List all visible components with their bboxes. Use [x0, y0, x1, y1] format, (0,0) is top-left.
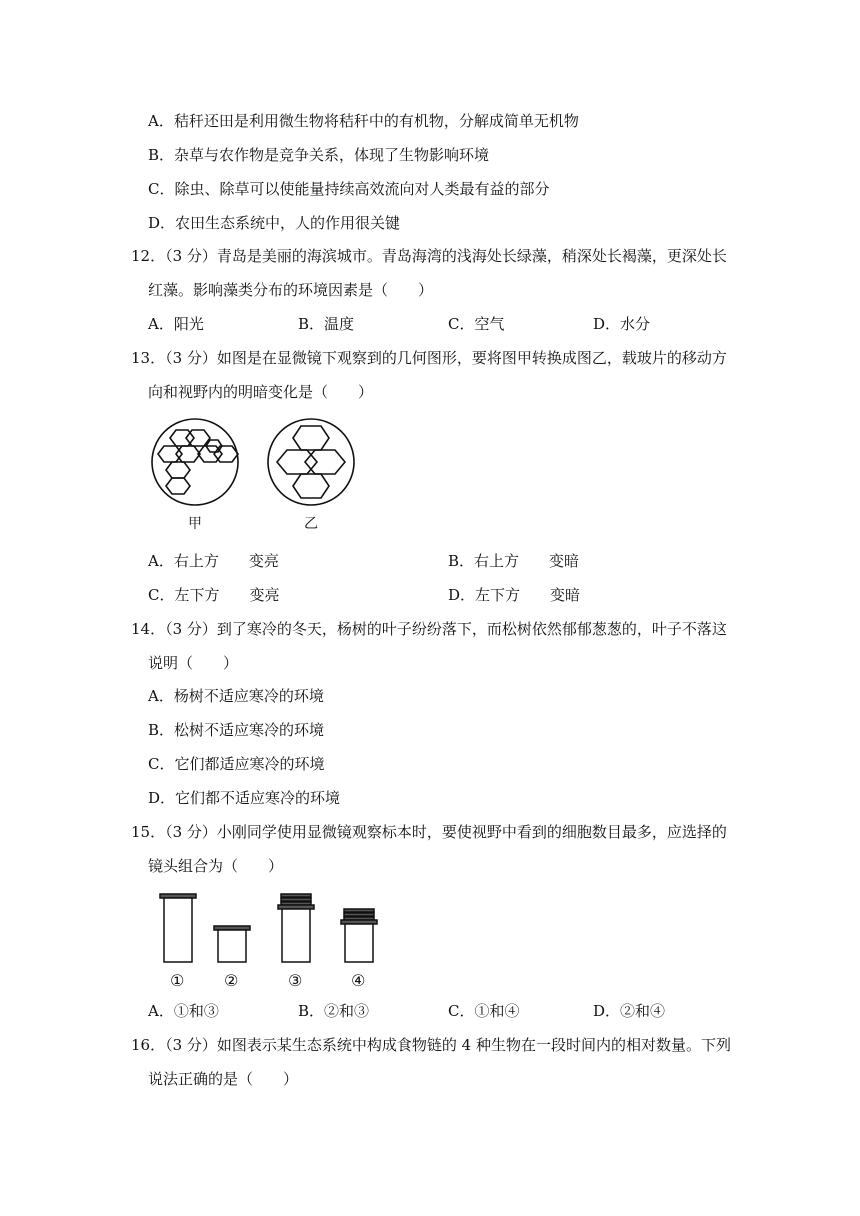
q13-stem-line1: 13．（3 分）如图是在显微镜下观察到的几何图形，要将图甲转换成图乙，载玻片的移动方	[131, 349, 727, 367]
lens-1-icon	[160, 894, 196, 962]
q14-option-d: D．它们都不适应寒冷的环境	[148, 789, 341, 807]
q14-option-a: A．杨树不适应寒冷的环境	[148, 687, 324, 705]
q12-option-b: B．温度	[298, 315, 355, 333]
q15-option-d: D．②和④	[593, 1002, 666, 1020]
microscope-view-figure	[148, 416, 378, 536]
lens-label-4: ④	[351, 971, 366, 990]
q15-stem-line1: 15．（3 分）小刚同学使用显微镜观察标本时，要使视野中看到的细胞数目最多，应选择的	[131, 823, 727, 841]
q11-option-b: B．杂草与农作物是竞争关系，体现了生物影响环境	[148, 146, 490, 164]
q12-stem-line1: 12．（3 分）青岛是美丽的海滨城市。青岛海湾的浅海处长绿藻，稍深处长褐藻，更深处长	[131, 247, 727, 265]
q11-option-d: D．农田生态系统中，人的作用很关键	[148, 214, 401, 232]
lens-4-icon	[341, 909, 377, 962]
q14-option-b: B．松树不适应寒冷的环境	[148, 721, 325, 739]
lens-figure	[148, 886, 398, 994]
lens-label-1: ①	[170, 971, 185, 990]
lens-2-icon	[214, 926, 250, 962]
lens-3-icon	[278, 894, 314, 962]
q15-stem-line2: 镜头组合为（ ）	[148, 857, 284, 875]
q15-option-c: C．①和④	[448, 1002, 520, 1020]
figure-label-yi: 乙	[304, 516, 318, 532]
q14-stem-line2: 说明（ ）	[148, 654, 239, 672]
q16-stem-line1: 16．（3 分）如图表示某生态系统中构成食物链的 4 种生物在一段时间内的相对数量。下列	[131, 1036, 731, 1054]
q13-option-a: A．右上方 变亮	[148, 552, 279, 570]
q11-option-c: C．除虫、除草可以使能量持续高效流向对人类最有益的部分	[148, 180, 550, 198]
q16-stem-line2: 说法正确的是（ ）	[148, 1070, 299, 1088]
q14-stem-line1: 14．（3 分）到了寒冷的冬天，杨树的叶子纷纷落下，而松树依然郁郁葱葱的，叶子不落这	[131, 620, 727, 638]
q12-stem-line2: 红藻。影响藻类分布的环境因素是（ ）	[148, 281, 434, 299]
q14-option-c: C．它们都适应寒冷的环境	[148, 755, 325, 773]
q13-option-b: B．右上方 变暗	[448, 552, 580, 570]
view-jia	[152, 419, 238, 505]
lens-label-2: ②	[224, 971, 239, 990]
q15-option-a: A．①和③	[148, 1002, 219, 1020]
q12-option-d: D．水分	[593, 315, 651, 333]
figure-label-jia: 甲	[188, 516, 202, 532]
q12-option-c: C．空气	[448, 315, 505, 333]
q13-option-c: C．左下方 变亮	[148, 586, 280, 604]
q15-option-b: B．②和③	[298, 1002, 370, 1020]
q12-option-a: A．阳光	[148, 315, 204, 333]
lens-label-3: ③	[288, 971, 303, 990]
q13-option-d: D．左下方 变暗	[448, 586, 581, 604]
view-yi	[268, 419, 354, 505]
q11-option-a: A．秸秆还田是利用微生物将秸秆中的有机物，分解成简单无机物	[148, 112, 579, 130]
q13-stem-line2: 向和视野内的明暗变化是（ ）	[148, 383, 374, 401]
